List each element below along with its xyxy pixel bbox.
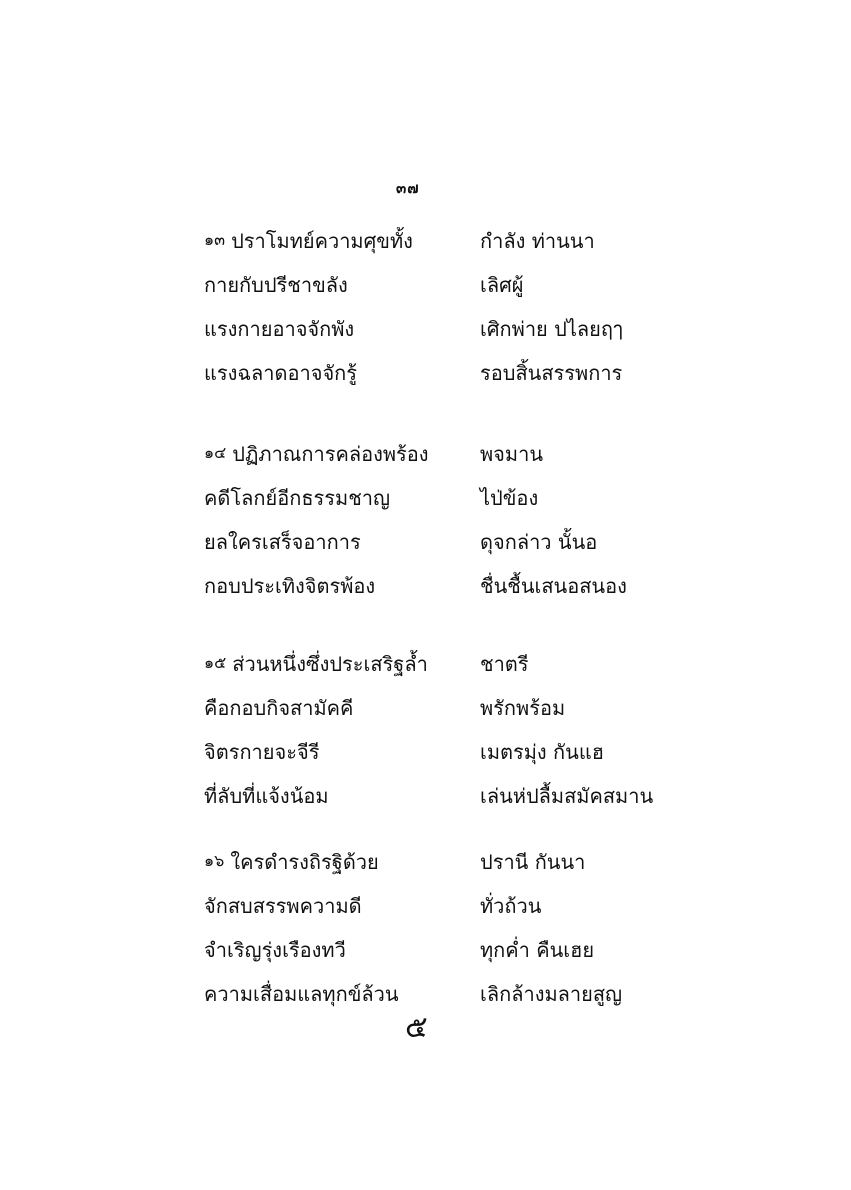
line-left: แรงฉลาดอาจจักรู้	[204, 361, 358, 385]
line-left: จำเริญรุ่งเรืองทวี	[204, 938, 346, 962]
line-left: กอบประเทิงจิตรพ้อง	[204, 574, 376, 598]
line-left: ๑๓ ปราโมทย์ความศุขทั้ง	[204, 229, 413, 253]
footer-page-number: ๕	[405, 1010, 428, 1045]
line-left: จักสบสรรพความดี	[204, 894, 362, 918]
line-left: คือกอบกิจสามัคคี	[204, 696, 354, 720]
stanza-number: ๑๕	[204, 653, 227, 672]
poem-line	[204, 884, 674, 928]
line-left: ความเสื่อมแลทุกข์ล้วน	[204, 982, 399, 1006]
page-number: ๓๗	[396, 179, 420, 197]
stanza-number: ๑๖	[204, 851, 225, 870]
poem-line	[204, 263, 674, 307]
line-right: เล่นห่ปลื้มสมัคสมาน	[480, 784, 654, 808]
poem-line	[204, 476, 674, 520]
line-left: ยลใครเสร็จอาการ	[204, 530, 361, 554]
poem-line	[204, 686, 674, 730]
line-right: รอบสิ้นสรรพการ	[480, 361, 623, 385]
poem-line	[204, 564, 674, 608]
poem-line	[204, 972, 674, 1016]
line-left: ที่ลับที่แจ้งน้อม	[204, 784, 329, 808]
stanza-13	[204, 219, 674, 395]
line-right: ดุจกล่าว นั้นอ	[480, 530, 598, 554]
poem-line	[204, 307, 674, 351]
line-left: ๑๖ ใครดำรงถิรฐิด้วย	[204, 850, 379, 874]
line-left: ๑๔ ปฏิภาณการคล่องพร้อง	[204, 442, 429, 466]
line-right: ปรานี กันนา	[480, 850, 586, 874]
line-left: ๑๕ ส่วนหนึ่งซึ่งประเสริฐล้ำ	[204, 652, 428, 676]
poem-line	[204, 840, 674, 884]
poem-line	[204, 642, 674, 686]
poem-line	[204, 432, 674, 476]
line-right: กำลัง ท่านนา	[480, 229, 595, 253]
line-right: ทั่วถ้วน	[480, 894, 542, 918]
poem-line	[204, 730, 674, 774]
line-right: เลิกล้างมลายสูญ	[480, 982, 623, 1006]
line-right: ชื่นชื้นเสนอสนอง	[480, 574, 627, 598]
poem-line	[204, 928, 674, 972]
line-right: ชาตรี	[480, 652, 529, 676]
line-right: พรักพร้อม	[480, 696, 566, 720]
line-right: เลิศผู้	[480, 273, 524, 297]
line-left: จิตรกายจะจีรี	[204, 740, 320, 764]
line-right: เศิกพ่าย ปไลยฤๅ	[480, 317, 623, 341]
poem-line	[204, 774, 674, 818]
poem-line	[204, 351, 674, 395]
line-left: คดีโลกย์อีกธรรมชาญ	[204, 486, 391, 510]
line-right: พจมาน	[480, 442, 543, 466]
line-left: กายกับปรีชาขลัง	[204, 273, 348, 297]
poem-line	[204, 219, 674, 263]
stanza-number: ๑๔	[204, 443, 227, 462]
line-right: เมตรมุ่ง กันแฮ	[480, 740, 604, 764]
stanza-16	[204, 840, 674, 1016]
poem-line	[204, 520, 674, 564]
stanza-14	[204, 432, 674, 608]
stanza-number: ๑๓	[204, 230, 226, 249]
line-left: แรงกายอาจจักพัง	[204, 317, 355, 341]
line-right: ทุกค่ำ คืนเฮย	[480, 938, 595, 962]
line-right: ไป่ข้อง	[480, 486, 539, 510]
stanza-15	[204, 642, 674, 818]
